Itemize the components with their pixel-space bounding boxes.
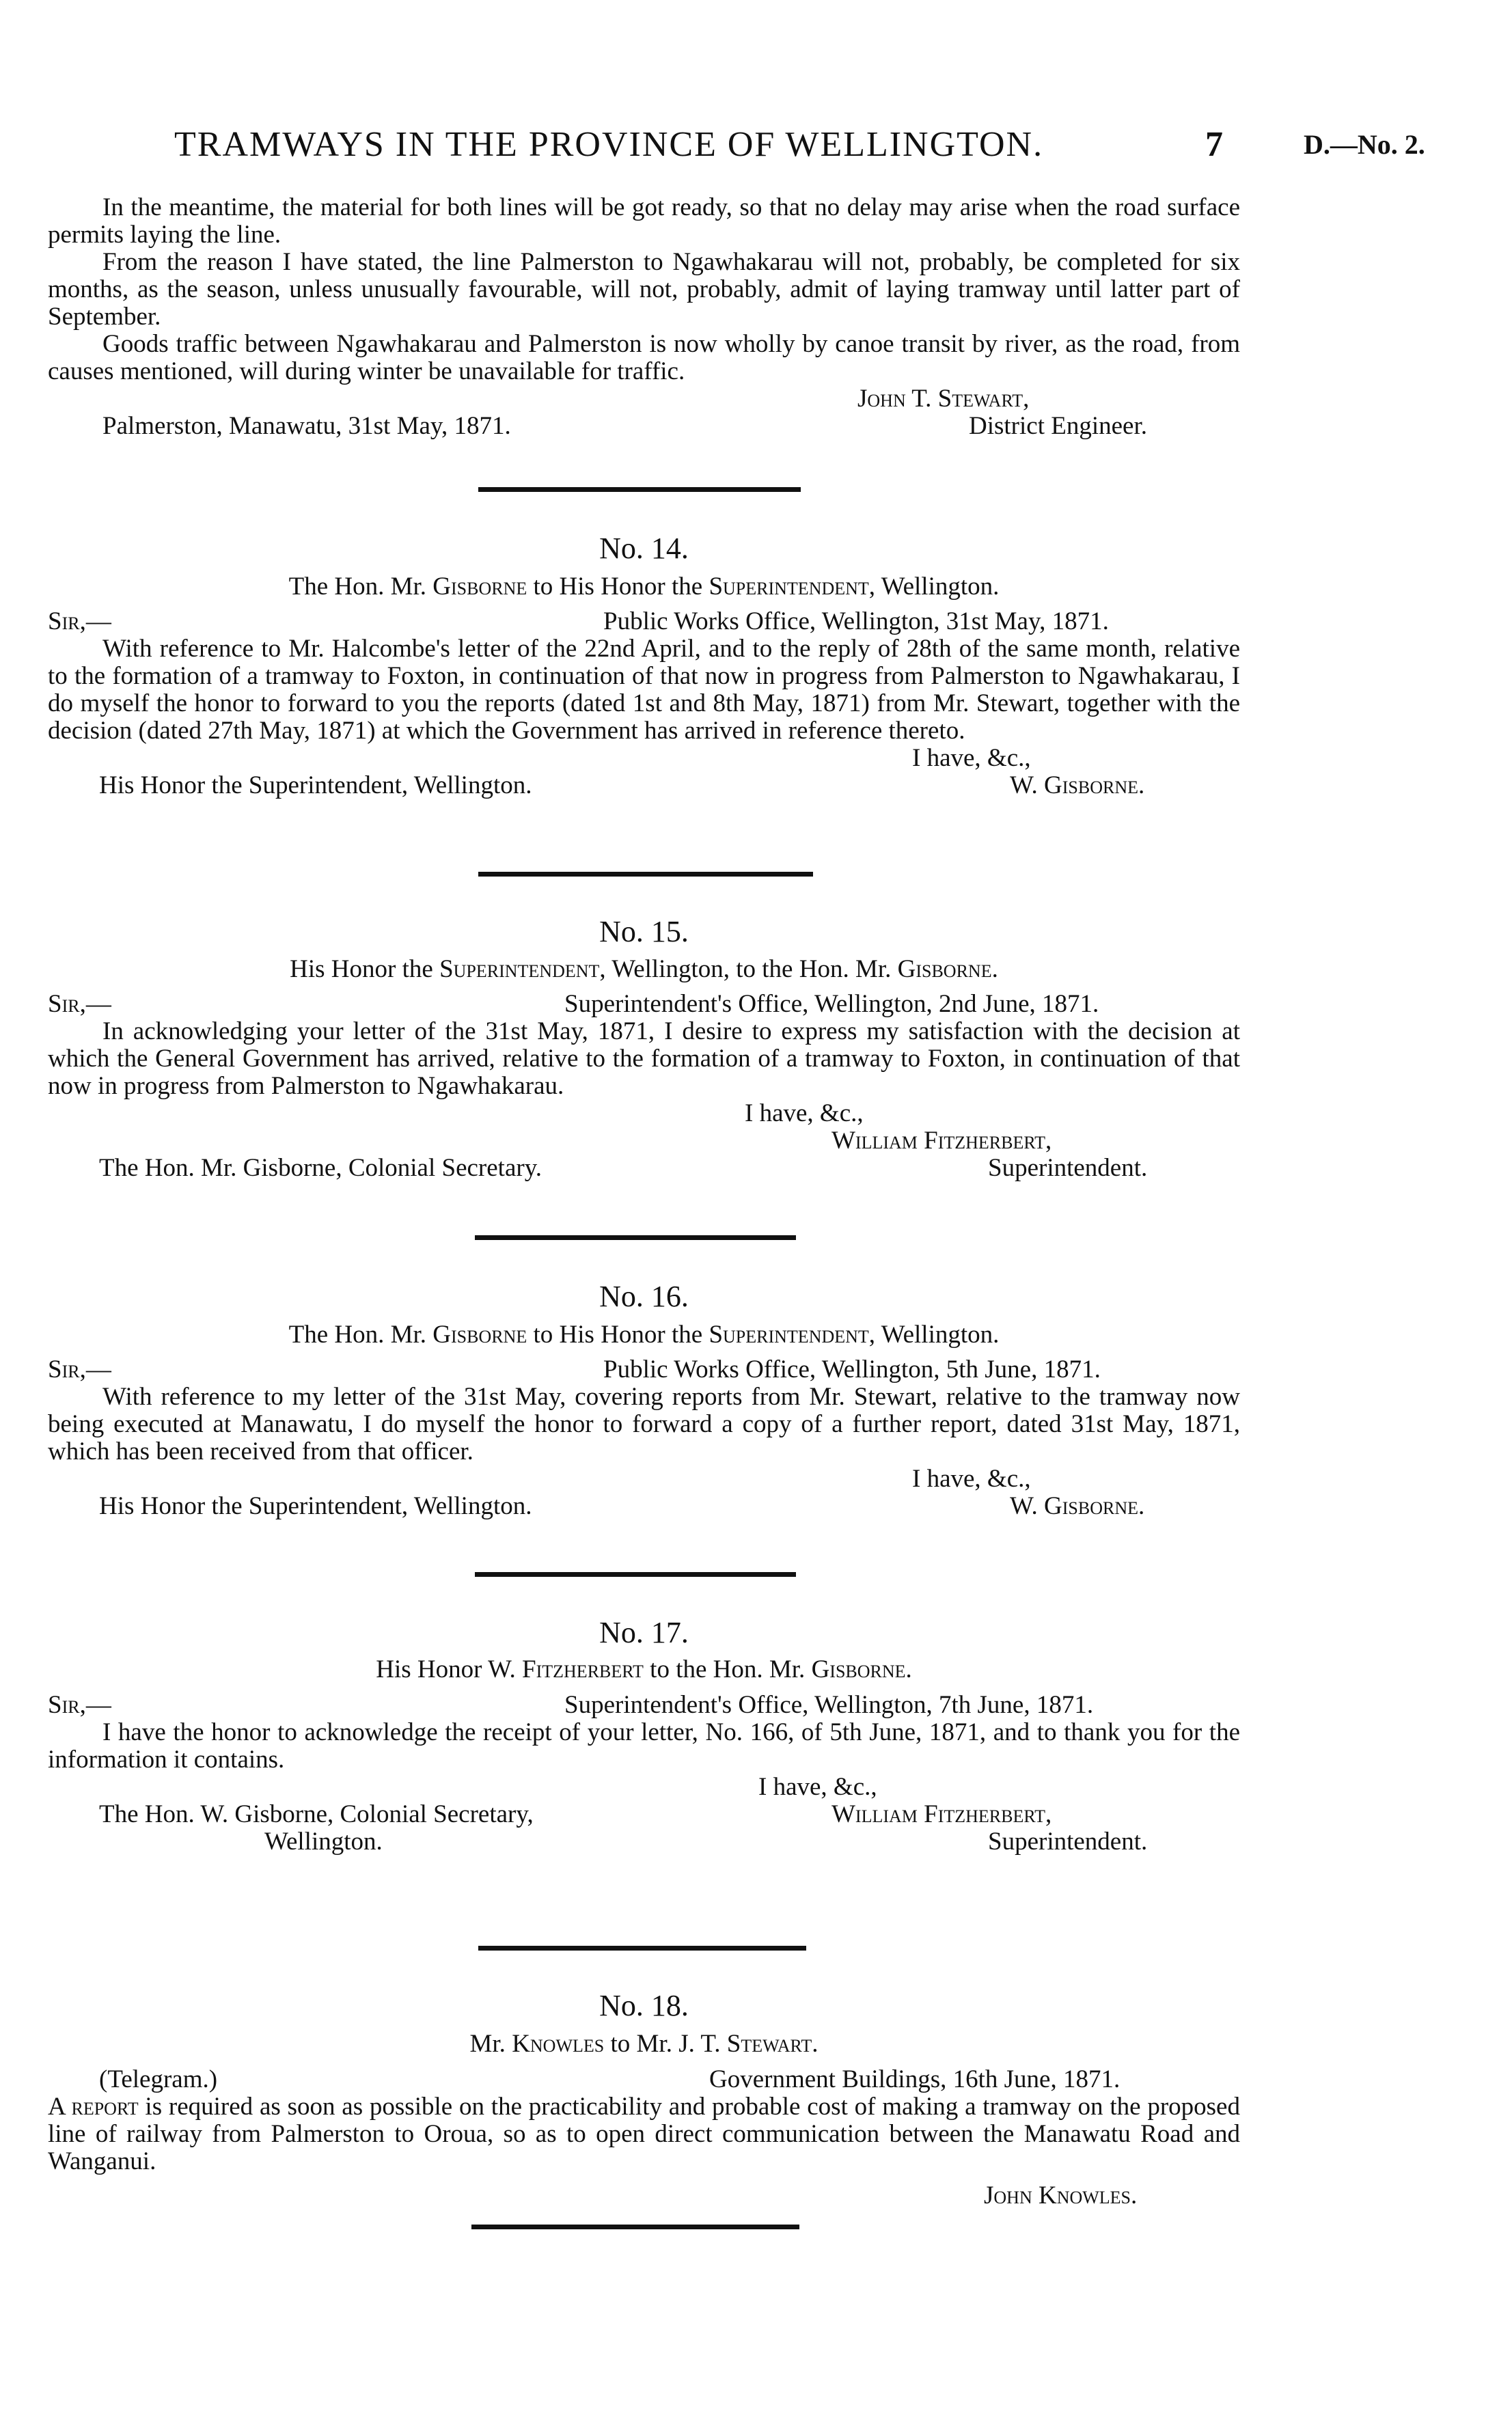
document-reference: D.—No. 2. [1304, 129, 1425, 160]
intro-paragraph-3: Goods traffic between Ngawhakarau and Palmerston is now wholly by canoe transit by river, as the road, from causes mentioned, will during winter be unavailable for traffic. [48, 330, 1240, 385]
letter-18-signature: John Knowles. [984, 2181, 1138, 2210]
intro-paragraph-1: In the meantime, the material for both lines will be got ready, so that no delay may arise when the road surface permits laying the line. [48, 193, 1240, 249]
letter-17-origin: Superintendent's Office, Wellington, 7th June, 1871. [564, 1691, 1094, 1719]
letter-14-heading: The Hon. Mr. Gisborne to His Honor the Superintendent, Wellington. [288, 573, 1000, 601]
letter-16-origin: Public Works Office, Wellington, 5th June, 1871. [603, 1355, 1101, 1384]
letter-14-body: With reference to Mr. Halcombe's letter of the 22nd April, and to the reply of 28th of the same month, relative to the formation of a tramway to Foxton, in continuation of that now in progress from Palmerston to Ngawhakarau, I do myself the honor to forward to you the reports (dated 1st and 8th May, 1871) from Mr. Stewart, together with the decision (dated 27th May, 1871) at which the Government has arrived in reference thereto. [48, 635, 1240, 745]
page-number: 7 [1205, 125, 1223, 164]
letter-15-origin: Superintendent's Office, Wellington, 2nd June, 1871. [564, 990, 1099, 1018]
letter-18-origin: Government Buildings, 16th June, 1871. [709, 2065, 1121, 2093]
letter-16-body: With reference to my letter of the 31st May, covering reports from Mr. Stewart, relative to the tramway now being executed at Manawatu, I do myself the honor to forward a copy of a further report, dated 31st May, 1871, which has been received from that officer. [48, 1383, 1240, 1465]
letter-15-addressee: The Hon. Mr. Gisborne, Colonial Secretary. [99, 1154, 542, 1182]
intro-paragraph-2: From the reason I have stated, the line Palmerston to Ngawhakarau will not, probably, be completed for six months, as the season, unless unusually favourable, will not, probably, admit of laying tramway until latter part of September. [48, 248, 1240, 331]
letter-14-salutation: Sir,— [48, 607, 111, 635]
intro-signer-title: District Engineer. [969, 412, 1147, 440]
letter-14 [48, 608, 1240, 799]
letter-18-number: No. 18. [599, 1989, 689, 2022]
section-rule [471, 2225, 799, 2229]
letter-17-number: No. 17. [599, 1616, 689, 1649]
letter-16-salutation: Sir,— [48, 1355, 111, 1384]
section-rule [475, 1572, 796, 1577]
letter-17 [48, 1692, 1240, 1856]
letter-18-body-text: is required as soon as possible on the practicability and probable cost of making a tramway on the proposed line of railway from Palmerston to Oroua, so as to open direct communication between the Manawatu Road and Wanganui. [48, 2093, 1240, 2175]
letter-16-number: No. 16. [599, 1280, 689, 1313]
letter-17-body: I have the honor to acknowledge the receipt of your letter, No. 166, of 5th June, 1871, and to thank you for the information it contains. [48, 1718, 1240, 1774]
letter-15-number: No. 15. [599, 915, 689, 948]
letter-15-signature-title: Superintendent. [988, 1154, 1148, 1182]
section-rule [478, 487, 801, 492]
letter-18 [48, 2066, 1240, 2210]
letter-18-body-first: A report [48, 2093, 139, 2121]
letter-15-closing: I have, &c., [745, 1099, 864, 1127]
intro-place-row [48, 413, 1240, 440]
letter-17-addressee-line-2: Wellington. [264, 1828, 383, 1856]
letter-16-heading: The Hon. Mr. Gisborne to His Honor the Superintendent, Wellington. [288, 1321, 1000, 1349]
letter-16-signature: W. Gisborne. [1010, 1492, 1145, 1520]
letter-14-number: No. 14. [599, 532, 689, 565]
section-rule [478, 872, 813, 877]
letter-17-closing: I have, &c., [758, 1773, 877, 1801]
letter-14-addressee: His Honor the Superintendent, Wellington. [99, 771, 532, 799]
letter-18-body [48, 2093, 1240, 2175]
letter-17-addressee: The Hon. W. Gisborne, Colonial Secretary, [99, 1800, 534, 1828]
section-rule [478, 1946, 806, 1951]
letter-18-salutation: (Telegram.) [99, 2065, 218, 2093]
running-title: TRAMWAYS IN THE PROVINCE OF WELLINGTON. [174, 125, 1044, 164]
intro-signer: John T. Stewart, [857, 385, 1030, 413]
letter-16-closing: I have, &c., [912, 1465, 1031, 1493]
letter-15-signature: William Fitzherbert, [831, 1127, 1052, 1155]
intro-place-date: Palmerston, Manawatu, 31st May, 1871. [102, 412, 511, 440]
letter-17-heading: His Honor W. Fitzherbert to the Hon. Mr. Gisborne. [376, 1655, 912, 1683]
letter-16-addressee: His Honor the Superintendent, Wellington. [99, 1492, 532, 1520]
letter-15-heading: His Honor the Superintendent, Wellington, to the Hon. Mr. Gisborne. [290, 955, 998, 983]
intro-signer-row [48, 385, 1240, 413]
letter-14-signature: W. Gisborne. [1010, 771, 1145, 799]
letter-17-signature: William Fitzherbert, [831, 1800, 1052, 1828]
letter-15-body: In acknowledging your letter of the 31st May, 1871, I desire to express my satisfaction with the decision at which the General Government has arrived, relative to the formation of a tramway to Foxton, in continuation of that now in progress from Palmerston to Ngawhakarau. [48, 1017, 1240, 1100]
intro-section [48, 194, 1240, 440]
letter-17-signature-title: Superintendent. [988, 1828, 1148, 1856]
running-head [0, 118, 1512, 165]
letter-17-salutation: Sir,— [48, 1691, 111, 1719]
letter-14-origin: Public Works Office, Wellington, 31st May, 1871. [603, 607, 1109, 635]
letter-16 [48, 1356, 1240, 1520]
letter-18-heading: Mr. Knowles to Mr. J. T. Stewart. [469, 2030, 819, 2058]
letter-15 [48, 991, 1240, 1182]
letter-14-closing: I have, &c., [912, 744, 1031, 772]
letter-15-salutation: Sir,— [48, 990, 111, 1018]
section-rule [475, 1235, 796, 1240]
